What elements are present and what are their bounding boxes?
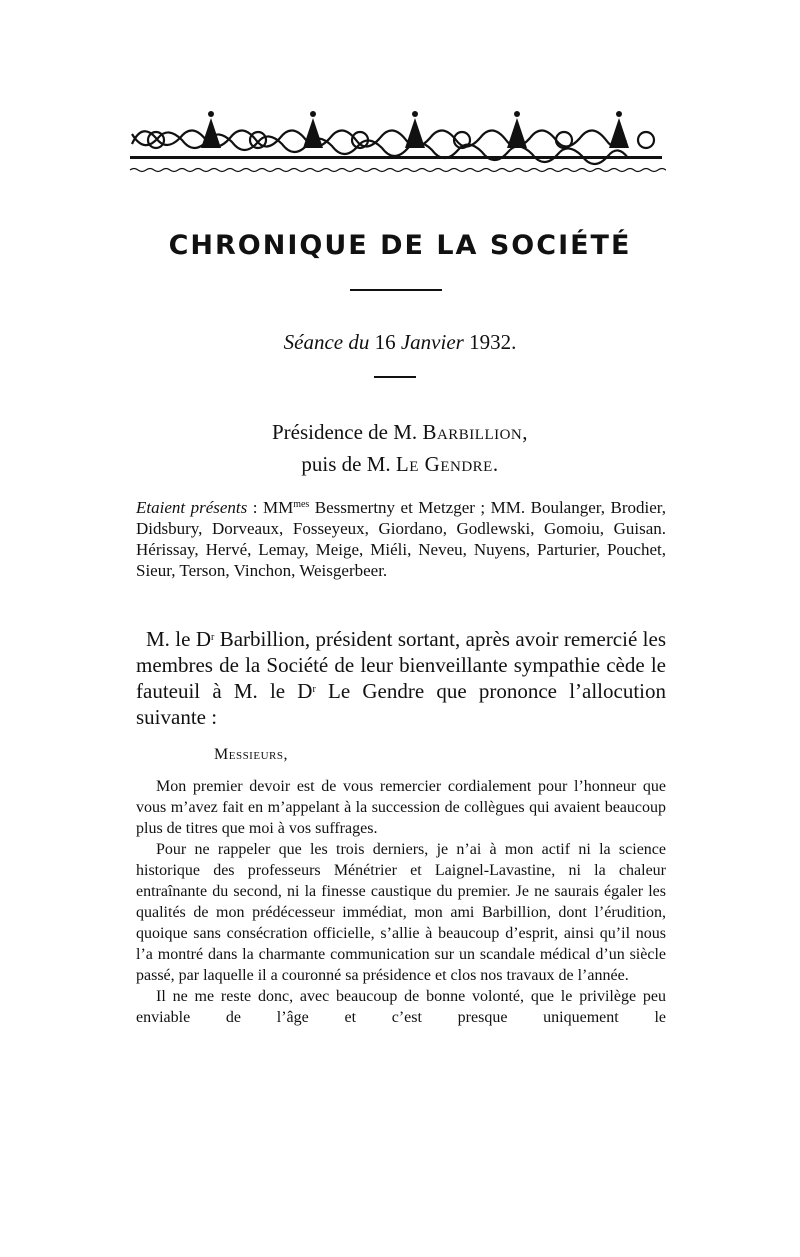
intro-sup-2: r — [312, 684, 316, 695]
president-name-1: Barbillion, — [422, 420, 529, 444]
speech-paragraph: Mon premier devoir est de vous remercier cordialement pour l’honneur que vous m’avez fait en m’appelant à la succession de collègues qui avaient beaucoup plus de titres que moi à vos suffrages. — [136, 778, 666, 837]
title-divider — [350, 289, 442, 291]
attendance-mm-sup: mes — [293, 499, 310, 510]
seance-month: Janvier — [400, 330, 464, 354]
speech-body — [136, 776, 666, 1028]
presidence-prefix-2: puis de M. — [301, 452, 391, 476]
seance-year: 1932. — [469, 330, 517, 354]
presidence-line-1 — [0, 420, 800, 445]
attendance-label: Etaient présents — [136, 498, 248, 517]
intro-paragraph — [136, 626, 666, 730]
speech-paragraph: Il ne me reste donc, avec beaucoup de bonne volonté, que le privilège peu enviable de l’âge et c’est presque uniquement le — [136, 988, 666, 1026]
presidence-prefix-1: Présidence de M. — [271, 420, 418, 444]
speech-paragraph: Pour ne rappeler que les trois derniers, je n’ai à mon actif ni la science historique des professeurs Ménétrier et Laignel-Lavastine, ni la chaleur entraînante du second, ni la finesse caustique du premier. Je ne saurais égaler les qualités de mon prédécesseur immédiat, mon ami Barbillion, dont l’érudition, quoique sans consécration officielle, s’allie à beaucoup d’esprit, ainsi qu’il nous l’a montré dans la charmante communication sur un scandale médical d’un siècle passé, par laquelle il a couronné sa présidence et clos nos travaux de l’année. — [136, 841, 666, 984]
seance-day: 16 — [374, 330, 396, 354]
presidence-line-2 — [0, 452, 800, 477]
intro-part-3: Le Gendre que prononce l’allocution suivante : — [136, 679, 667, 729]
president-name-2: Le Gendre. — [395, 452, 499, 476]
attendance-mm: : MM — [247, 498, 294, 517]
attendance-paragraph — [136, 497, 666, 581]
speech-salutation: Messieurs, — [214, 746, 288, 763]
intro-part-2: Barbillion, président sortant, après avoir remercié les membres de la Société de leur bienveillante sympathie cède le fauteuil à M. le D — [136, 627, 666, 703]
decorative-scroll-banner-icon — [126, 104, 666, 174]
seance-prefix: Séance du — [283, 330, 370, 354]
intro-part-1: M. le D — [146, 627, 211, 651]
attendance-names: Bessmertny et Metzger ; MM. Boulanger, Brodier, Didsbury, Dorveaux, Fosseyeux, Giordano, Godlewski, Gomoiu, Guisan. Hérissay, Hervé, Lemay, Meige, Miéli, Neveu, Nuyens, Parturier, Pouchet, Sieur, Terson, Vinchon, Weisgerbeer. — [136, 498, 666, 580]
seance-divider — [374, 376, 416, 378]
page-title: CHRONIQUE DE LA SOCIÉTÉ — [168, 230, 632, 261]
seance-date — [0, 330, 800, 355]
intro-sup-1: r — [211, 632, 215, 643]
